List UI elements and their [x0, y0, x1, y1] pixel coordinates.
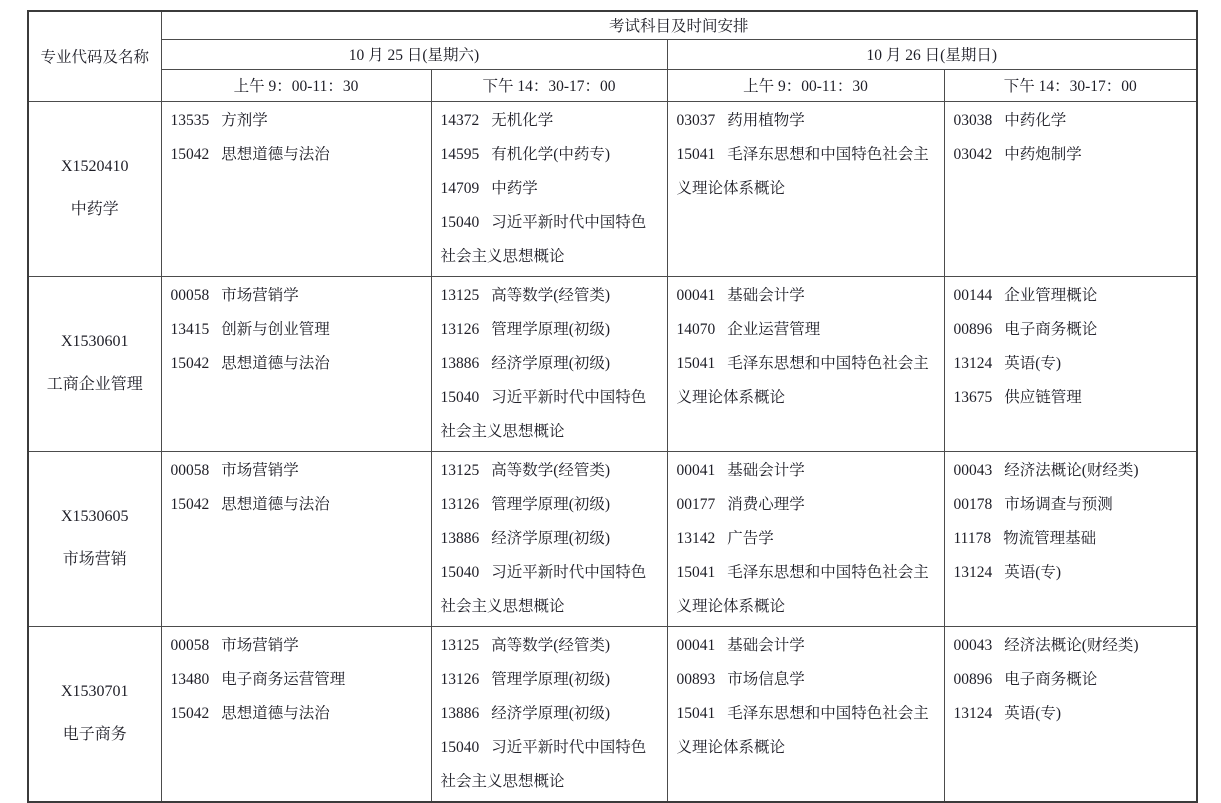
header-row-main — [28, 11, 1197, 39]
course-item — [171, 697, 425, 731]
course-item — [441, 488, 661, 522]
session-cell — [667, 101, 944, 276]
time-header-oct25-morning: 上午 9：00-11：30 — [161, 69, 431, 101]
course-item — [171, 629, 425, 663]
course-code: 15040 — [440, 738, 480, 756]
course-code: 03038 — [953, 111, 993, 129]
course-item — [441, 104, 661, 138]
course-code: 13126 — [440, 670, 480, 688]
main-header-title: 考试科目及时间安排 — [161, 11, 1197, 39]
course-code: 00896 — [953, 670, 993, 688]
session-cell — [161, 451, 431, 626]
course-title: 广告学 — [727, 529, 774, 547]
program-name: 工商企业管理 — [46, 376, 143, 393]
course-code: 15041 — [676, 563, 716, 581]
course-code: 03037 — [676, 111, 716, 129]
course-code: 13480 — [170, 670, 210, 688]
course-item — [677, 663, 938, 697]
course-code: 13125 — [440, 636, 480, 654]
session-cell — [944, 101, 1197, 276]
course-item — [441, 629, 661, 663]
course-item — [954, 138, 1191, 172]
program-name: 电子商务 — [62, 726, 127, 743]
course-code: 15040 — [440, 213, 480, 231]
course-code: 14709 — [440, 179, 480, 197]
course-code: 00177 — [676, 495, 716, 513]
course-item — [677, 454, 938, 488]
course-code: 11178 — [953, 529, 992, 547]
course-code: 00041 — [676, 636, 716, 654]
session-cell — [431, 451, 667, 626]
program-cell — [28, 626, 161, 802]
course-code: 00893 — [676, 670, 716, 688]
course-item — [954, 488, 1191, 522]
course-code: 13886 — [440, 354, 480, 372]
course-item — [441, 663, 661, 697]
course-title: 思想道德与法治 — [221, 354, 330, 372]
schedule-body — [28, 101, 1197, 802]
course-title: 企业管理概论 — [1004, 286, 1098, 304]
course-title: 市场营销学 — [221, 461, 299, 479]
course-title: 思想道德与法治 — [221, 495, 330, 513]
course-item — [954, 522, 1191, 556]
course-title: 英语(专) — [1004, 354, 1062, 372]
course-item — [441, 347, 661, 381]
course-title: 市场信息学 — [727, 670, 805, 688]
course-title: 市场调查与预测 — [1004, 495, 1113, 513]
course-item — [677, 138, 938, 206]
course-item — [677, 104, 938, 138]
course-title: 思想道德与法治 — [221, 145, 330, 163]
session-cell — [431, 276, 667, 451]
course-code: 13126 — [440, 320, 480, 338]
course-title: 英语(专) — [1004, 704, 1062, 722]
course-title: 药用植物学 — [727, 111, 805, 129]
course-title: 管理学原理(初级) — [491, 670, 611, 688]
course-title: 市场营销学 — [221, 636, 299, 654]
course-code: 15040 — [440, 388, 480, 406]
course-code: 03042 — [953, 145, 993, 163]
course-item — [171, 454, 425, 488]
course-title: 经济法概论(财经类) — [1004, 461, 1139, 479]
course-item — [441, 381, 661, 449]
course-item — [441, 313, 661, 347]
course-code: 15042 — [170, 704, 210, 722]
program-name: 市场营销 — [62, 551, 127, 568]
corner-header-program: 专业代码及名称 — [28, 11, 161, 101]
course-item — [171, 347, 425, 381]
course-title: 无机化学 — [491, 111, 554, 129]
session-cell — [431, 626, 667, 802]
course-code: 00058 — [170, 636, 210, 654]
course-item — [954, 663, 1191, 697]
course-code: 13124 — [953, 704, 993, 722]
session-cell — [944, 276, 1197, 451]
course-code: 00058 — [170, 286, 210, 304]
course-title: 市场营销学 — [221, 286, 299, 304]
program-code: X1530605 — [60, 508, 129, 525]
course-title: 高等数学(经管类) — [491, 461, 611, 479]
course-item — [171, 104, 425, 138]
course-item — [441, 522, 661, 556]
course-item — [677, 279, 938, 313]
course-code: 00043 — [953, 461, 993, 479]
course-code: 13125 — [440, 461, 480, 479]
course-code: 13142 — [676, 529, 716, 547]
course-item — [171, 138, 425, 172]
course-title: 管理学原理(初级) — [491, 495, 611, 513]
course-item — [171, 488, 425, 522]
course-item — [171, 663, 425, 697]
course-item — [677, 488, 938, 522]
session-cell — [431, 101, 667, 276]
course-code: 14372 — [440, 111, 480, 129]
course-title: 电子商务概论 — [1004, 320, 1098, 338]
course-item — [677, 697, 938, 765]
course-item — [677, 313, 938, 347]
course-code: 13124 — [953, 563, 993, 581]
course-code: 13124 — [953, 354, 993, 372]
session-cell — [161, 626, 431, 802]
course-title: 基础会计学 — [727, 461, 805, 479]
course-code: 15040 — [440, 563, 480, 581]
session-cell — [944, 626, 1197, 802]
course-title: 毛泽东思想和中国特色社会主义理论体系概论 — [676, 145, 929, 197]
course-item — [954, 556, 1191, 590]
course-code: 00041 — [676, 286, 716, 304]
day-header-oct25: 10 月 25 日(星期六) — [161, 39, 667, 69]
course-title: 中药化学 — [1004, 111, 1067, 129]
session-cell — [667, 626, 944, 802]
program-name: 中药学 — [70, 201, 119, 218]
table-row — [28, 101, 1197, 276]
program-cell — [28, 101, 161, 276]
course-title: 经济学原理(初级) — [491, 354, 611, 372]
course-title: 中药炮制学 — [1004, 145, 1082, 163]
course-item — [441, 556, 661, 624]
course-code: 15041 — [676, 145, 716, 163]
course-code: 13535 — [170, 111, 210, 129]
course-item — [954, 104, 1191, 138]
course-code: 14070 — [676, 320, 716, 338]
course-code: 13126 — [440, 495, 480, 513]
course-title: 习近平新时代中国特色社会主义思想概论 — [440, 388, 647, 440]
program-cell — [28, 451, 161, 626]
session-cell — [944, 451, 1197, 626]
course-title: 消费心理学 — [727, 495, 805, 513]
course-code: 13125 — [440, 286, 480, 304]
course-title: 经济学原理(初级) — [491, 704, 611, 722]
course-code: 00041 — [676, 461, 716, 479]
course-code: 14595 — [440, 145, 480, 163]
table-row — [28, 626, 1197, 802]
course-item — [441, 206, 661, 274]
course-item — [677, 629, 938, 663]
table-row — [28, 451, 1197, 626]
course-title: 创新与创业管理 — [221, 320, 330, 338]
course-code: 15042 — [170, 145, 210, 163]
course-item — [677, 556, 938, 624]
course-code: 13886 — [440, 529, 480, 547]
exam-schedule-table — [27, 10, 1198, 803]
program-code: X1530601 — [60, 333, 129, 350]
course-title: 毛泽东思想和中国特色社会主义理论体系概论 — [676, 704, 929, 756]
course-title: 基础会计学 — [727, 636, 805, 654]
day-header-oct26: 10 月 26 日(星期日) — [667, 39, 1197, 69]
program-code: X1520410 — [60, 158, 129, 175]
course-item — [954, 279, 1191, 313]
course-item — [441, 279, 661, 313]
course-title: 经济学原理(初级) — [491, 529, 611, 547]
course-item — [677, 347, 938, 415]
course-item — [441, 454, 661, 488]
course-title: 管理学原理(初级) — [491, 320, 611, 338]
course-code: 00144 — [953, 286, 993, 304]
program-cell — [28, 276, 161, 451]
course-title: 基础会计学 — [727, 286, 805, 304]
course-title: 习近平新时代中国特色社会主义思想概论 — [440, 563, 647, 615]
session-cell — [161, 276, 431, 451]
course-code: 13675 — [953, 388, 993, 406]
course-code: 13415 — [170, 320, 210, 338]
course-title: 物流管理基础 — [1003, 529, 1097, 547]
course-title: 高等数学(经管类) — [491, 286, 611, 304]
course-title: 习近平新时代中国特色社会主义思想概论 — [440, 213, 647, 265]
program-code: X1530701 — [60, 683, 129, 700]
course-item — [441, 138, 661, 172]
course-item — [441, 731, 661, 799]
course-title: 方剂学 — [221, 111, 268, 129]
course-code: 15042 — [170, 495, 210, 513]
course-item — [171, 279, 425, 313]
session-cell — [161, 101, 431, 276]
course-title: 电子商务概论 — [1004, 670, 1098, 688]
course-title: 中药学 — [491, 179, 538, 197]
time-header-oct26-afternoon: 下午 14：30-17：00 — [944, 69, 1197, 101]
course-title: 经济法概论(财经类) — [1004, 636, 1139, 654]
course-title: 企业运营管理 — [727, 320, 821, 338]
course-code: 15042 — [170, 354, 210, 372]
course-item — [171, 313, 425, 347]
course-title: 电子商务运营管理 — [221, 670, 346, 688]
course-title: 高等数学(经管类) — [491, 636, 611, 654]
course-item — [677, 522, 938, 556]
course-title: 英语(专) — [1004, 563, 1062, 581]
course-title: 思想道德与法治 — [221, 704, 330, 722]
course-item — [441, 172, 661, 206]
course-item — [954, 347, 1191, 381]
course-item — [954, 313, 1191, 347]
course-title: 毛泽东思想和中国特色社会主义理论体系概论 — [676, 563, 929, 615]
course-item — [441, 697, 661, 731]
course-code: 15041 — [676, 354, 716, 372]
time-header-oct26-morning: 上午 9：00-11：30 — [667, 69, 944, 101]
table-row — [28, 276, 1197, 451]
course-item — [954, 381, 1191, 415]
course-title: 有机化学(中药专) — [491, 145, 611, 163]
course-code: 00058 — [170, 461, 210, 479]
session-cell — [667, 276, 944, 451]
exam-schedule-sheet — [27, 10, 1198, 803]
course-item — [954, 454, 1191, 488]
course-title: 供应链管理 — [1004, 388, 1082, 406]
header-row-times — [28, 69, 1197, 101]
course-title: 习近平新时代中国特色社会主义思想概论 — [440, 738, 647, 790]
course-title: 毛泽东思想和中国特色社会主义理论体系概论 — [676, 354, 929, 406]
session-cell — [667, 451, 944, 626]
course-code: 00043 — [953, 636, 993, 654]
course-item — [954, 697, 1191, 731]
header-row-days — [28, 39, 1197, 69]
course-code: 00178 — [953, 495, 993, 513]
course-code: 13886 — [440, 704, 480, 722]
time-header-oct25-afternoon: 下午 14：30-17：00 — [431, 69, 667, 101]
course-code: 00896 — [953, 320, 993, 338]
course-item — [954, 629, 1191, 663]
course-code: 15041 — [676, 704, 716, 722]
